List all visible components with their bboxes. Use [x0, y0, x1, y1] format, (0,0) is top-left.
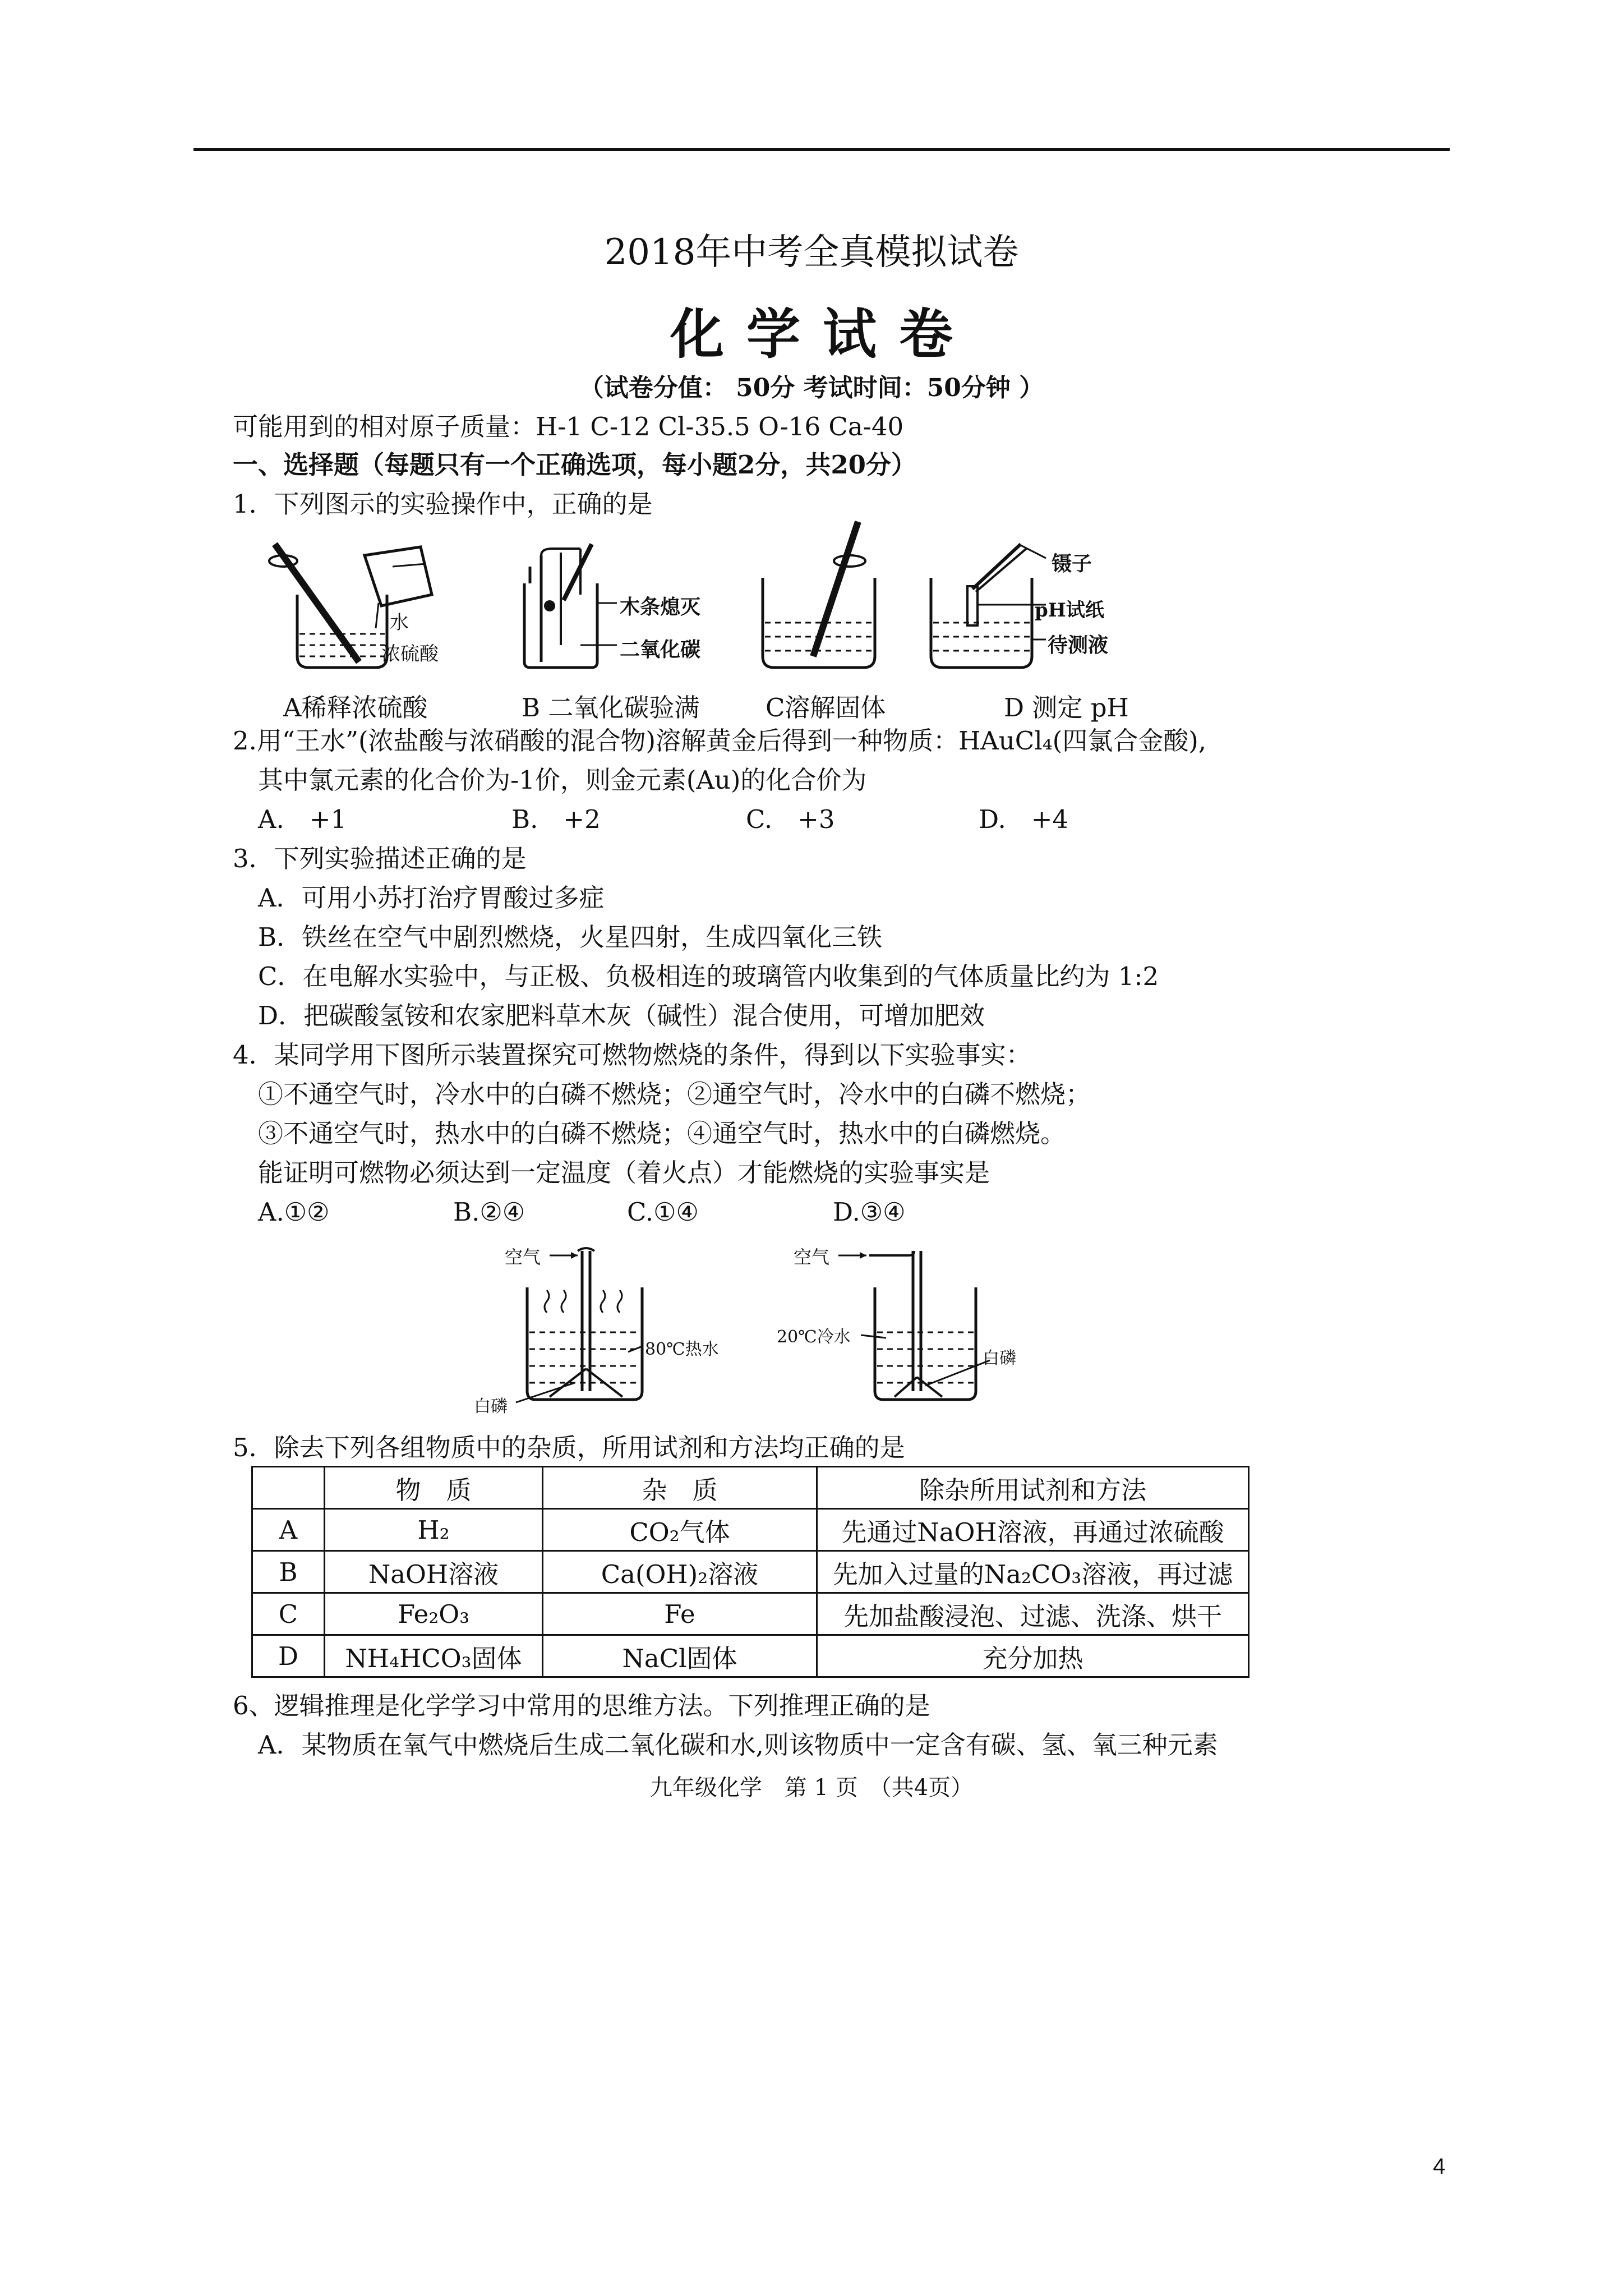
q3-stem: 3．下列实验描述正确的是: [233, 844, 527, 873]
page-number: 4: [1433, 2154, 1446, 2179]
page-footer: 九年级化学 第 1 页 （共4页）: [649, 1775, 974, 1801]
figure-a-water-label: 水: [390, 611, 409, 634]
q4-stem: 4．某同学用下图所示装置探究可燃物燃烧的条件，得到以下实验事实：: [233, 1040, 1031, 1070]
table-header-cell: 杂 质: [543, 1467, 817, 1509]
table-row: [252, 1509, 1249, 1551]
q2-option-d: D. +4: [979, 804, 1069, 834]
figure-q4-cold-phosphorus-label: 白磷: [983, 1349, 1016, 1368]
figure-a-caption: A稀释浓硫酸: [283, 693, 428, 723]
figure-b-co2-check: [508, 533, 743, 679]
table-cell: Ca(OH)₂溶液: [543, 1551, 817, 1593]
table-cell: C: [252, 1593, 325, 1635]
q2-stem-line1: 2.用“王水”(浓盐酸与浓硝酸的混合物)溶解黄金后得到一种物质：HAuCl₄(四氯合金酸),: [233, 726, 1207, 756]
figure-b-top-label: 木条熄灭: [620, 595, 701, 619]
q3-option-a: A．可用小苏打治疗胃酸过多症: [258, 883, 605, 913]
table-header-cell: 除杂所用试剂和方法: [817, 1467, 1249, 1509]
figure-c-caption: C溶解固体: [766, 693, 886, 723]
q4-question: 能证明可燃物必须达到一定温度（着火点）才能燃烧的实验事实是: [258, 1158, 990, 1188]
figure-q4-cold-air-label: 空气: [794, 1246, 830, 1268]
q2-option-a: A. +1: [258, 804, 347, 834]
figure-q4-cold-water: [774, 1234, 1066, 1414]
table-header-cell: [252, 1467, 325, 1509]
table-row: [252, 1551, 1249, 1593]
top-rule: [193, 148, 1450, 151]
table-cell: 先加入过量的Na₂CO₃溶液，再过滤: [817, 1551, 1249, 1593]
table-cell: B: [252, 1551, 325, 1593]
q2-option-c: C. +3: [746, 804, 835, 834]
table-cell: 先加盐酸浸泡、过滤、洗涤、烘干: [817, 1593, 1249, 1635]
figure-a-dilute-acid: [264, 533, 454, 679]
q3-option-c: C．在电解水实验中，与正极、负极相连的玻璃管内收集到的气体质量比约为 1:2: [258, 961, 1159, 991]
q4-option-b: B.②④: [453, 1197, 525, 1227]
q5-stem: 5．除去下列各组物质中的杂质，所用试剂和方法均正确的是: [233, 1433, 905, 1462]
figure-q4-hot-water: [465, 1234, 757, 1414]
figure-b-caption: B 二氧化碳验满: [522, 693, 700, 723]
q3-option-d: D．把碳酸氢铵和农家肥料草木灰（碱性）混合使用，可增加肥效: [258, 1001, 985, 1030]
table-cell: A: [252, 1509, 325, 1551]
figure-q4-hot-phosphorus-label: 白磷: [474, 1397, 508, 1416]
figure-d-caption: D 测定 pH: [1004, 693, 1129, 723]
exam-title: 2018年中考全真模拟试卷: [604, 232, 1019, 273]
table-header-cell: 物 质: [325, 1467, 543, 1509]
table-cell: Fe₂O₃: [325, 1593, 543, 1635]
table-cell: NaOH溶液: [325, 1551, 543, 1593]
table-cell: 先通过NaOH溶液，再通过浓硫酸: [817, 1509, 1249, 1551]
figure-a-acid-label: 浓硫酸: [381, 643, 439, 665]
table-row: [252, 1635, 1249, 1677]
q4-facts-line2: ③不通空气时，热水中的白磷不燃烧；④通空气时，热水中的白磷燃烧。: [258, 1119, 1066, 1148]
table-cell: 充分加热: [817, 1635, 1249, 1677]
table-cell: D: [252, 1635, 325, 1677]
q4-option-d: D.③④: [833, 1197, 906, 1227]
figure-b-bottom-label: 二氧化碳: [620, 638, 701, 661]
figure-q4-cold-water-label: 20℃冷水: [777, 1327, 851, 1347]
q3-option-b: B．铁丝在空气中剧烈燃烧，火星四射，生成四氧化三铁: [258, 922, 883, 952]
figure-d-tweezers-label: 镊子: [1052, 552, 1092, 576]
figure-d-paper-label: pH试纸: [1035, 599, 1104, 622]
q4-facts-line1: ①不通空气时，冷水中的白磷不燃烧；②通空气时，冷水中的白磷不燃烧；: [258, 1079, 1091, 1109]
q5-table: [251, 1466, 1249, 1678]
table-row: [252, 1593, 1249, 1635]
exam-meta: （试卷分值： 50分 考试时间：50分钟 ）: [579, 374, 1044, 402]
q6-option-a: A．某物质在氧气中燃烧后生成二氧化碳和水,则该物质中一定含有碳、氢、氧三种元素: [258, 1730, 1218, 1760]
figure-q4-hot-water-label: 80℃热水: [645, 1340, 719, 1359]
q6-stem: 6、逻辑推理是化学学习中常用的思维方法。下列推理正确的是: [233, 1691, 930, 1720]
q1-stem: 1．下列图示的实验操作中，正确的是: [233, 489, 653, 519]
q4-option-c: C.①④: [627, 1197, 699, 1227]
figure-q4-hot-air-label: 空气: [505, 1246, 541, 1268]
q4-option-a: A.①②: [258, 1197, 330, 1227]
section1-heading: 一、选择题（每题只有一个正确选项，每小题2分，共20分）: [233, 450, 916, 480]
subject-title: 化学试卷: [670, 302, 975, 366]
q2-option-b: B. +2: [511, 804, 601, 834]
table-cell: H₂: [325, 1509, 543, 1551]
figure-c-dissolve: [751, 516, 909, 679]
table-cell: NH₄HCO₃固体: [325, 1635, 543, 1677]
figure-d-liquid-label: 待测液: [1048, 633, 1109, 657]
atomic-masses: 可能用到的相对原子质量：H-1 C-12 Cl-35.5 O-16 Ca-40: [233, 412, 904, 441]
table-cell: CO₂气体: [543, 1509, 817, 1551]
figure-d-ph-test: [920, 539, 1155, 679]
table-cell: NaCl固体: [543, 1635, 817, 1677]
q2-stem-line2: 其中氯元素的化合价为-1价，则金元素(Au)的化合价为: [258, 765, 867, 795]
table-header-row: [252, 1467, 1249, 1509]
table-cell: Fe: [543, 1593, 817, 1635]
